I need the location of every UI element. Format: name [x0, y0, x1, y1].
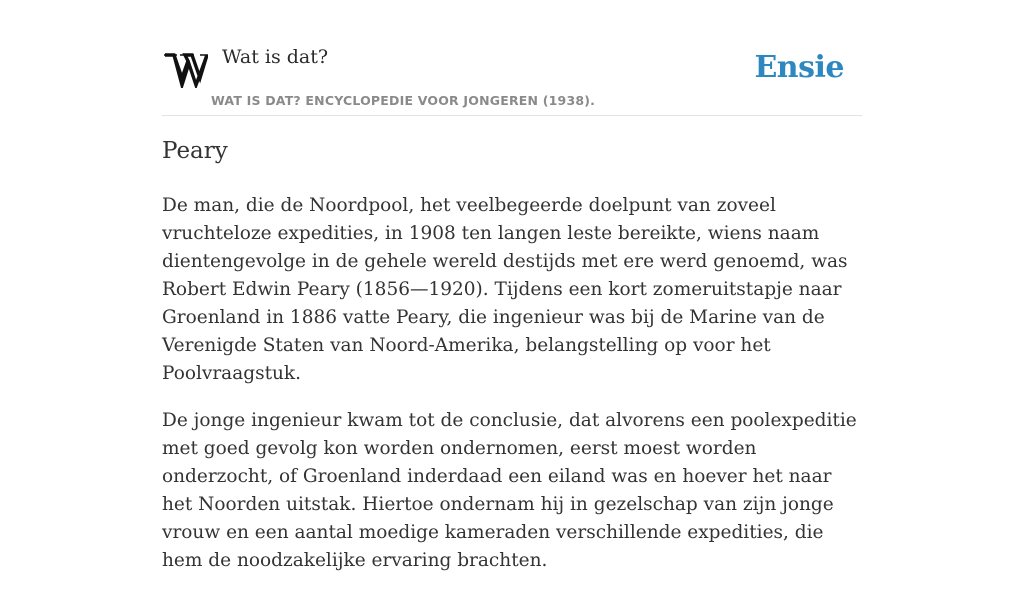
- source-title[interactable]: Wat is dat?: [222, 46, 329, 68]
- article-body: [162, 192, 862, 594]
- header: [162, 0, 862, 116]
- wikisource-w-icon[interactable]: [164, 52, 208, 88]
- article-title: Peary: [162, 138, 228, 164]
- article-paragraph-1: De man, die de Noordpool, het veelbegeerde doelpunt van zoveel vruchteloze expedities, in 1908 ten langen leste bereikte, wiens naam dientengevolge in de gehele wereld destijds met ere werd genoemd, was Robert Edwin Peary (1856—1920). Tijdens een kort zomeruitstapje naar Groenland in 1886 vatte Peary, die ingenieur was bij de Marine van de Verenigde Staten van Noord-Amerika, belangstelling op voor het Poolvraagstuk.: [162, 195, 848, 384]
- page: [162, 0, 862, 571]
- source-subtitle: WAT IS DAT? ENCYCLOPEDIE VOOR JONGEREN (1938).: [211, 93, 596, 108]
- ensie-brand-logo[interactable]: Ensie: [754, 50, 844, 85]
- article-paragraph-2: De jonge ingenieur kwam tot de conclusie, dat alvorens een poolexpeditie met goed gevolg kon worden ondernomen, eerst moest worden onderzocht, of Groenland inderdaad een eiland was en hoever het naar het Noorden uitstak. Hiertoe ondernam hij in gezelschap van zijn jonge vrouw en een aantal moedige kameraden verschillende expedities, die hem de noodzakelijke ervaring brachten.: [162, 410, 857, 571]
